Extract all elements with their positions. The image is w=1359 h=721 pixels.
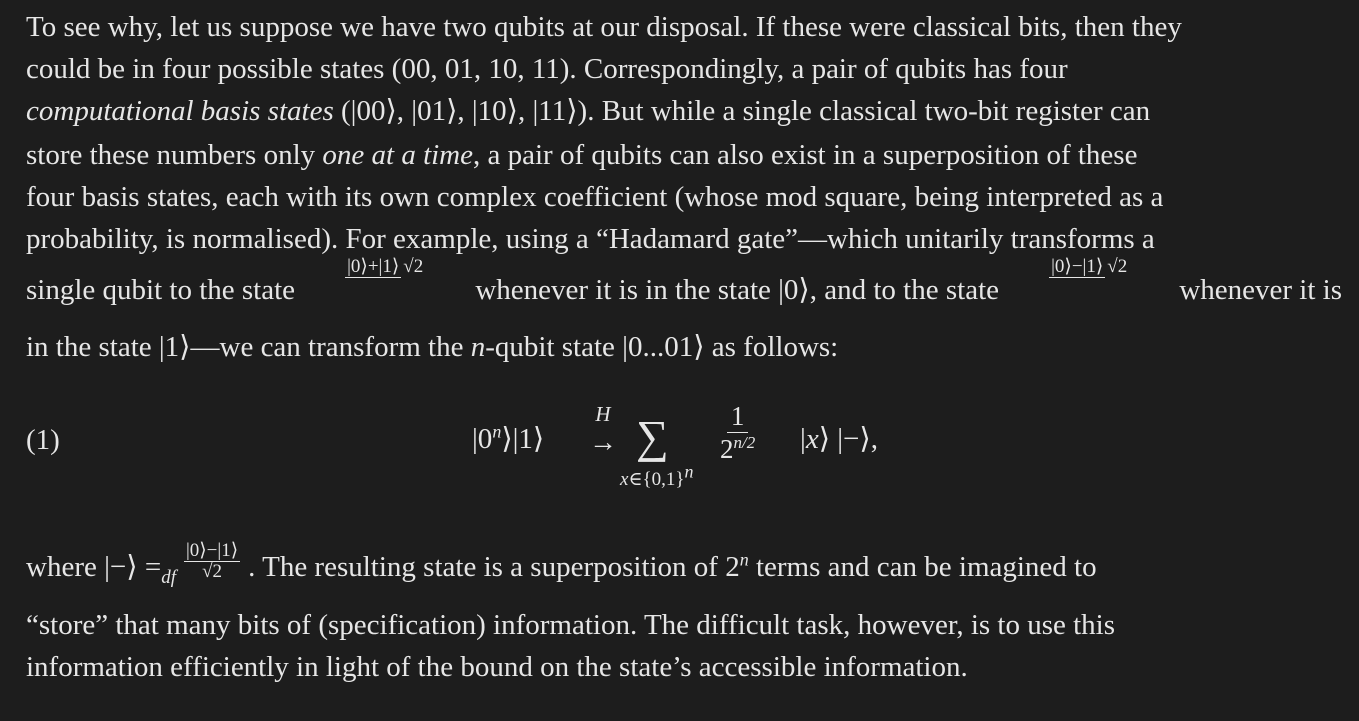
equation-lhs: |0$^n$⟩|1⟩ [472, 421, 545, 455]
subscript-df: df [161, 566, 176, 588]
fraction-minus-state [184, 541, 240, 582]
arrow-label: H [595, 402, 611, 426]
text-line [26, 256, 1342, 307]
text-line [26, 94, 1150, 128]
text-run: (|00⟩, |01⟩, |10⟩, |11⟩). But while a single classical two-bit register can [333, 95, 1151, 127]
text-line: could be in four possible states (00, 01, 10, 11). Correspondingly, a pair of qubits has four [26, 53, 1068, 85]
fraction-denominator: √2 [1107, 256, 1128, 277]
text-run: whenever it is [1179, 274, 1342, 306]
text-line: To see why, let us suppose we have two qubits at our disposal. If these were classical bits, then they [26, 11, 1182, 43]
superscript-n: n [739, 549, 749, 570]
text-run: . The resulting state is a superposition of 2 [248, 551, 740, 583]
text-line [26, 138, 1137, 172]
text-line [26, 330, 838, 364]
fraction-denominator: √2 [403, 256, 424, 277]
text-line [26, 539, 1097, 588]
text-run: , a pair of qubits can also exist in a superposition of these [473, 139, 1138, 171]
text-run: where |−⟩ = [26, 551, 162, 583]
text-line: information efficiently in light of the bound on the state’s accessible information. [26, 651, 968, 683]
hadamard-arrow [583, 402, 623, 462]
equation-rhs: |x⟩ |−⟩, [800, 423, 878, 455]
math-variable: n [470, 331, 486, 363]
text-run: store these numbers only [26, 139, 316, 171]
text-line: probability, is normalised). For example, using a “Hadamard gate”—which unitarily transforms a [26, 223, 1155, 255]
normalization-fraction [720, 400, 755, 465]
text-run: whenever it is in the state |0⟩, and to the state [475, 274, 999, 306]
fraction-numerator: |0⟩−|1⟩ [185, 539, 239, 561]
equation-number: (1) [26, 424, 60, 456]
text-line: four basis states, each with its own complex coefficient (whose mod square, being interpreted as a [26, 181, 1164, 213]
fraction-denominator: $2^{n/2}$ [720, 433, 756, 464]
emphasis-text: one at a time [322, 139, 473, 171]
text-run: -qubit state |0...01⟩ as follows: [485, 331, 839, 363]
fraction-plus-state [345, 257, 425, 307]
arrow-icon: → [589, 427, 617, 458]
summation-subscript: $x\in\{0,1\}^n$ [620, 461, 694, 490]
text-run: terms and can be imagined to [748, 551, 1097, 583]
text-run: in the state |1⟩—we can transform the [26, 331, 471, 363]
fraction-denominator: √2 [202, 560, 223, 582]
summation-symbol: ∑ [636, 411, 669, 462]
emphasis-text: computational basis states [26, 95, 334, 127]
fraction-numerator: |0⟩−|1⟩ [1051, 256, 1104, 277]
text-line: “store” that many bits of (specification) information. The difficult task, however, is to use this [26, 609, 1116, 641]
equation-hadamard [472, 398, 932, 508]
text-run: single qubit to the state [26, 274, 296, 306]
fraction-numerator: 1 [727, 400, 749, 433]
fraction-minus-state [1049, 257, 1129, 307]
fraction-numerator: |0⟩+|1⟩ [347, 256, 400, 277]
